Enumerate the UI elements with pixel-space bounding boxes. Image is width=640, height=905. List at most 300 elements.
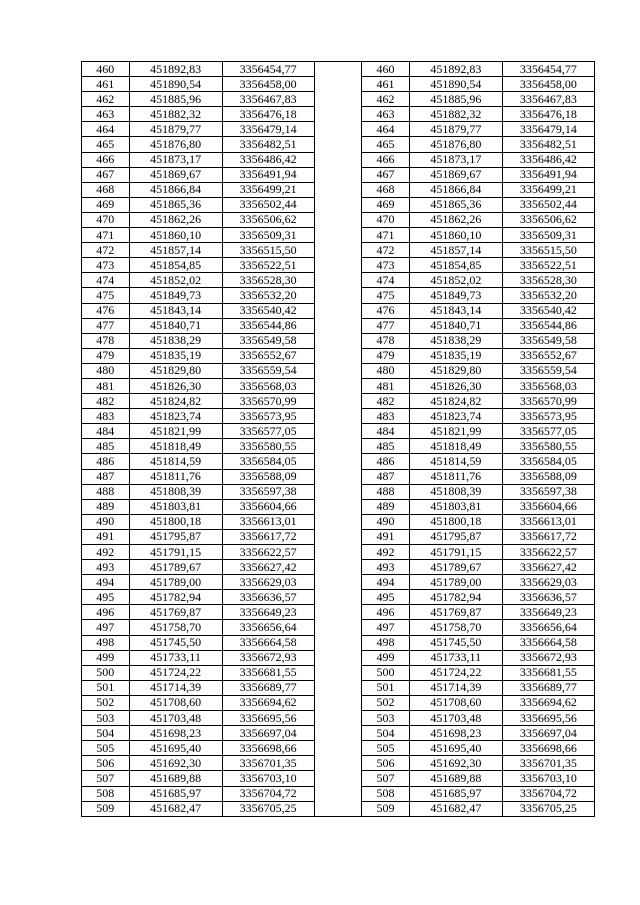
right-x-coordinate-cell: 451865,36 (409, 197, 502, 212)
right-point-number-cell: 466 (362, 152, 410, 167)
left-x-coordinate-cell: 451811,76 (129, 469, 222, 484)
left-y-coordinate-cell: 3356552,67 (222, 348, 314, 363)
table-row (82, 212, 595, 227)
column-gap (314, 529, 362, 544)
table-row (82, 137, 595, 152)
left-point-number-cell: 473 (82, 258, 130, 273)
left-point-number-cell: 487 (82, 469, 130, 484)
column-gap (314, 258, 362, 273)
left-y-coordinate-cell: 3356458,00 (222, 77, 314, 92)
left-point-number-cell: 497 (82, 620, 130, 635)
left-point-number-cell: 508 (82, 786, 130, 801)
left-point-number-cell: 486 (82, 454, 130, 469)
coordinates-table-body (82, 62, 595, 817)
table-row (82, 590, 595, 605)
column-gap (314, 726, 362, 741)
left-point-number-cell: 496 (82, 605, 130, 620)
right-x-coordinate-cell: 451821,99 (409, 424, 502, 439)
right-x-coordinate-cell: 451733,11 (409, 650, 502, 665)
column-gap (314, 741, 362, 756)
left-point-number-cell: 480 (82, 363, 130, 378)
left-x-coordinate-cell: 451826,30 (129, 378, 222, 393)
right-y-coordinate-cell: 3356544,86 (502, 318, 594, 333)
left-y-coordinate-cell: 3356588,09 (222, 469, 314, 484)
right-point-number-cell: 463 (362, 107, 410, 122)
right-point-number-cell: 467 (362, 167, 410, 182)
right-y-coordinate-cell: 3356694,62 (502, 695, 594, 710)
left-y-coordinate-cell: 3356617,72 (222, 529, 314, 544)
right-y-coordinate-cell: 3356499,21 (502, 182, 594, 197)
right-point-number-cell: 478 (362, 333, 410, 348)
left-y-coordinate-cell: 3356703,10 (222, 771, 314, 786)
left-x-coordinate-cell: 451789,00 (129, 575, 222, 590)
column-gap (314, 273, 362, 288)
left-point-number-cell: 483 (82, 409, 130, 424)
left-x-coordinate-cell: 451823,74 (129, 409, 222, 424)
table-row (82, 439, 595, 454)
table-row (82, 333, 595, 348)
table-row (82, 409, 595, 424)
left-point-number-cell: 469 (82, 197, 130, 212)
left-x-coordinate-cell: 451843,14 (129, 303, 222, 318)
left-y-coordinate-cell: 3356454,77 (222, 62, 314, 77)
left-point-number-cell: 481 (82, 378, 130, 393)
left-x-coordinate-cell: 451758,70 (129, 620, 222, 635)
right-point-number-cell: 460 (362, 62, 410, 77)
column-gap (314, 620, 362, 635)
left-point-number-cell: 488 (82, 484, 130, 499)
right-x-coordinate-cell: 451714,39 (409, 680, 502, 695)
left-x-coordinate-cell: 451824,82 (129, 394, 222, 409)
right-y-coordinate-cell: 3356580,55 (502, 439, 594, 454)
right-x-coordinate-cell: 451689,88 (409, 771, 502, 786)
left-x-coordinate-cell: 451698,23 (129, 726, 222, 741)
left-y-coordinate-cell: 3356491,94 (222, 167, 314, 182)
right-y-coordinate-cell: 3356588,09 (502, 469, 594, 484)
right-point-number-cell: 479 (362, 348, 410, 363)
left-x-coordinate-cell: 451724,22 (129, 665, 222, 680)
left-point-number-cell: 462 (82, 92, 130, 107)
left-y-coordinate-cell: 3356580,55 (222, 439, 314, 454)
left-y-coordinate-cell: 3356528,30 (222, 273, 314, 288)
left-y-coordinate-cell: 3356604,66 (222, 499, 314, 514)
right-point-number-cell: 489 (362, 499, 410, 514)
left-x-coordinate-cell: 451860,10 (129, 228, 222, 243)
column-gap (314, 454, 362, 469)
right-x-coordinate-cell: 451879,77 (409, 122, 502, 137)
column-gap (314, 756, 362, 771)
table-row (82, 741, 595, 756)
left-y-coordinate-cell: 3356704,72 (222, 786, 314, 801)
right-x-coordinate-cell: 451695,40 (409, 741, 502, 756)
left-x-coordinate-cell: 451835,19 (129, 348, 222, 363)
right-point-number-cell: 487 (362, 469, 410, 484)
column-gap (314, 107, 362, 122)
column-gap (314, 560, 362, 575)
right-x-coordinate-cell: 451685,97 (409, 786, 502, 801)
right-x-coordinate-cell: 451862,26 (409, 212, 502, 227)
right-x-coordinate-cell: 451791,15 (409, 545, 502, 560)
column-gap (314, 333, 362, 348)
right-y-coordinate-cell: 3356604,66 (502, 499, 594, 514)
table-row (82, 243, 595, 258)
left-x-coordinate-cell: 451818,49 (129, 439, 222, 454)
right-y-coordinate-cell: 3356502,44 (502, 197, 594, 212)
left-x-coordinate-cell: 451708,60 (129, 695, 222, 710)
column-gap (314, 771, 362, 786)
left-y-coordinate-cell: 3356649,23 (222, 605, 314, 620)
right-point-number-cell: 496 (362, 605, 410, 620)
right-x-coordinate-cell: 451824,82 (409, 394, 502, 409)
left-x-coordinate-cell: 451745,50 (129, 635, 222, 650)
table-row (82, 560, 595, 575)
table-row (82, 273, 595, 288)
left-y-coordinate-cell: 3356476,18 (222, 107, 314, 122)
right-y-coordinate-cell: 3356672,93 (502, 650, 594, 665)
column-gap (314, 378, 362, 393)
left-x-coordinate-cell: 451682,47 (129, 801, 222, 816)
table-row (82, 514, 595, 529)
right-x-coordinate-cell: 451866,84 (409, 182, 502, 197)
right-y-coordinate-cell: 3356695,56 (502, 711, 594, 726)
right-x-coordinate-cell: 451803,81 (409, 499, 502, 514)
table-row (82, 77, 595, 92)
right-x-coordinate-cell: 451869,67 (409, 167, 502, 182)
table-row (82, 605, 595, 620)
left-point-number-cell: 494 (82, 575, 130, 590)
column-gap (314, 786, 362, 801)
right-y-coordinate-cell: 3356697,04 (502, 726, 594, 741)
left-y-coordinate-cell: 3356506,62 (222, 212, 314, 227)
column-gap (314, 394, 362, 409)
left-y-coordinate-cell: 3356544,86 (222, 318, 314, 333)
right-x-coordinate-cell: 451849,73 (409, 288, 502, 303)
right-x-coordinate-cell: 451854,85 (409, 258, 502, 273)
right-point-number-cell: 497 (362, 620, 410, 635)
right-x-coordinate-cell: 451782,94 (409, 590, 502, 605)
left-x-coordinate-cell: 451782,94 (129, 590, 222, 605)
right-point-number-cell: 476 (362, 303, 410, 318)
left-y-coordinate-cell: 3356515,50 (222, 243, 314, 258)
right-point-number-cell: 461 (362, 77, 410, 92)
right-point-number-cell: 470 (362, 212, 410, 227)
left-point-number-cell: 498 (82, 635, 130, 650)
left-point-number-cell: 470 (82, 212, 130, 227)
left-x-coordinate-cell: 451849,73 (129, 288, 222, 303)
right-y-coordinate-cell: 3356476,18 (502, 107, 594, 122)
right-x-coordinate-cell: 451795,87 (409, 529, 502, 544)
table-row (82, 92, 595, 107)
column-gap (314, 167, 362, 182)
table-row (82, 499, 595, 514)
left-x-coordinate-cell: 451733,11 (129, 650, 222, 665)
right-point-number-cell: 493 (362, 560, 410, 575)
table-row (82, 469, 595, 484)
table-row (82, 756, 595, 771)
left-point-number-cell: 475 (82, 288, 130, 303)
left-y-coordinate-cell: 3356532,20 (222, 288, 314, 303)
left-point-number-cell: 463 (82, 107, 130, 122)
right-y-coordinate-cell: 3356479,14 (502, 122, 594, 137)
right-x-coordinate-cell: 451892,83 (409, 62, 502, 77)
column-gap (314, 152, 362, 167)
left-x-coordinate-cell: 451852,02 (129, 273, 222, 288)
right-y-coordinate-cell: 3356649,23 (502, 605, 594, 620)
left-y-coordinate-cell: 3356622,57 (222, 545, 314, 560)
column-gap (314, 650, 362, 665)
left-y-coordinate-cell: 3356486,42 (222, 152, 314, 167)
right-x-coordinate-cell: 451826,30 (409, 378, 502, 393)
right-x-coordinate-cell: 451882,32 (409, 107, 502, 122)
left-x-coordinate-cell: 451800,18 (129, 514, 222, 529)
right-y-coordinate-cell: 3356681,55 (502, 665, 594, 680)
table-row (82, 107, 595, 122)
right-y-coordinate-cell: 3356622,57 (502, 545, 594, 560)
right-point-number-cell: 474 (362, 273, 410, 288)
right-y-coordinate-cell: 3356515,50 (502, 243, 594, 258)
left-x-coordinate-cell: 451840,71 (129, 318, 222, 333)
table-row (82, 786, 595, 801)
column-gap (314, 439, 362, 454)
left-point-number-cell: 504 (82, 726, 130, 741)
right-y-coordinate-cell: 3356552,67 (502, 348, 594, 363)
right-y-coordinate-cell: 3356636,57 (502, 590, 594, 605)
column-gap (314, 711, 362, 726)
right-y-coordinate-cell: 3356506,62 (502, 212, 594, 227)
left-point-number-cell: 464 (82, 122, 130, 137)
right-x-coordinate-cell: 451769,87 (409, 605, 502, 620)
right-y-coordinate-cell: 3356629,03 (502, 575, 594, 590)
table-row (82, 303, 595, 318)
left-y-coordinate-cell: 3356694,62 (222, 695, 314, 710)
right-point-number-cell: 490 (362, 514, 410, 529)
right-y-coordinate-cell: 3356584,05 (502, 454, 594, 469)
table-row (82, 182, 595, 197)
left-y-coordinate-cell: 3356689,77 (222, 680, 314, 695)
right-y-coordinate-cell: 3356570,99 (502, 394, 594, 409)
right-y-coordinate-cell: 3356528,30 (502, 273, 594, 288)
left-y-coordinate-cell: 3356482,51 (222, 137, 314, 152)
left-point-number-cell: 492 (82, 545, 130, 560)
right-y-coordinate-cell: 3356559,54 (502, 363, 594, 378)
right-y-coordinate-cell: 3356522,51 (502, 258, 594, 273)
left-point-number-cell: 478 (82, 333, 130, 348)
column-gap (314, 197, 362, 212)
column-gap (314, 348, 362, 363)
left-x-coordinate-cell: 451685,97 (129, 786, 222, 801)
left-point-number-cell: 499 (82, 650, 130, 665)
table-row (82, 228, 595, 243)
left-point-number-cell: 485 (82, 439, 130, 454)
left-y-coordinate-cell: 3356568,03 (222, 378, 314, 393)
left-y-coordinate-cell: 3356577,05 (222, 424, 314, 439)
left-x-coordinate-cell: 451882,32 (129, 107, 222, 122)
right-x-coordinate-cell: 451703,48 (409, 711, 502, 726)
column-gap (314, 635, 362, 650)
right-point-number-cell: 472 (362, 243, 410, 258)
left-point-number-cell: 476 (82, 303, 130, 318)
column-gap (314, 228, 362, 243)
right-point-number-cell: 499 (362, 650, 410, 665)
left-x-coordinate-cell: 451892,83 (129, 62, 222, 77)
right-point-number-cell: 503 (362, 711, 410, 726)
right-x-coordinate-cell: 451890,54 (409, 77, 502, 92)
left-point-number-cell: 507 (82, 771, 130, 786)
right-point-number-cell: 483 (362, 409, 410, 424)
left-point-number-cell: 472 (82, 243, 130, 258)
right-y-coordinate-cell: 3356577,05 (502, 424, 594, 439)
table-row (82, 167, 595, 182)
right-y-coordinate-cell: 3356458,00 (502, 77, 594, 92)
right-x-coordinate-cell: 451745,50 (409, 635, 502, 650)
right-x-coordinate-cell: 451708,60 (409, 695, 502, 710)
left-y-coordinate-cell: 3356502,44 (222, 197, 314, 212)
column-gap (314, 409, 362, 424)
left-y-coordinate-cell: 3356664,58 (222, 635, 314, 650)
right-point-number-cell: 498 (362, 635, 410, 650)
right-x-coordinate-cell: 451823,74 (409, 409, 502, 424)
column-gap (314, 590, 362, 605)
right-y-coordinate-cell: 3356532,20 (502, 288, 594, 303)
table-row (82, 378, 595, 393)
table-row (82, 484, 595, 499)
column-gap (314, 545, 362, 560)
left-x-coordinate-cell: 451808,39 (129, 484, 222, 499)
left-y-coordinate-cell: 3356672,93 (222, 650, 314, 665)
right-point-number-cell: 480 (362, 363, 410, 378)
right-point-number-cell: 485 (362, 439, 410, 454)
right-point-number-cell: 471 (362, 228, 410, 243)
table-row (82, 348, 595, 363)
right-x-coordinate-cell: 451873,17 (409, 152, 502, 167)
table-row (82, 680, 595, 695)
left-point-number-cell: 466 (82, 152, 130, 167)
table-row (82, 575, 595, 590)
right-y-coordinate-cell: 3356704,72 (502, 786, 594, 801)
right-point-number-cell: 491 (362, 529, 410, 544)
left-point-number-cell: 477 (82, 318, 130, 333)
left-y-coordinate-cell: 3356697,04 (222, 726, 314, 741)
right-x-coordinate-cell: 451818,49 (409, 439, 502, 454)
left-x-coordinate-cell: 451821,99 (129, 424, 222, 439)
right-x-coordinate-cell: 451698,23 (409, 726, 502, 741)
right-y-coordinate-cell: 3356486,42 (502, 152, 594, 167)
right-x-coordinate-cell: 451885,96 (409, 92, 502, 107)
table-row (82, 288, 595, 303)
left-y-coordinate-cell: 3356573,95 (222, 409, 314, 424)
left-x-coordinate-cell: 451879,77 (129, 122, 222, 137)
left-point-number-cell: 460 (82, 62, 130, 77)
left-point-number-cell: 506 (82, 756, 130, 771)
right-y-coordinate-cell: 3356703,10 (502, 771, 594, 786)
left-y-coordinate-cell: 3356584,05 (222, 454, 314, 469)
left-y-coordinate-cell: 3356549,58 (222, 333, 314, 348)
left-point-number-cell: 474 (82, 273, 130, 288)
right-x-coordinate-cell: 451724,22 (409, 665, 502, 680)
right-point-number-cell: 502 (362, 695, 410, 710)
table-row (82, 529, 595, 544)
table-row (82, 424, 595, 439)
left-point-number-cell: 500 (82, 665, 130, 680)
table-row (82, 650, 595, 665)
column-gap (314, 182, 362, 197)
right-y-coordinate-cell: 3356491,94 (502, 167, 594, 182)
right-y-coordinate-cell: 3356509,31 (502, 228, 594, 243)
column-gap (314, 469, 362, 484)
column-gap (314, 665, 362, 680)
left-point-number-cell: 509 (82, 801, 130, 816)
right-x-coordinate-cell: 451840,71 (409, 318, 502, 333)
right-x-coordinate-cell: 451789,00 (409, 575, 502, 590)
left-x-coordinate-cell: 451890,54 (129, 77, 222, 92)
table-row (82, 62, 595, 77)
right-x-coordinate-cell: 451814,59 (409, 454, 502, 469)
left-point-number-cell: 471 (82, 228, 130, 243)
right-point-number-cell: 504 (362, 726, 410, 741)
right-x-coordinate-cell: 451843,14 (409, 303, 502, 318)
left-x-coordinate-cell: 451838,29 (129, 333, 222, 348)
left-x-coordinate-cell: 451703,48 (129, 711, 222, 726)
right-y-coordinate-cell: 3356454,77 (502, 62, 594, 77)
right-y-coordinate-cell: 3356705,25 (502, 801, 594, 816)
right-point-number-cell: 464 (362, 122, 410, 137)
left-point-number-cell: 502 (82, 695, 130, 710)
table-row (82, 665, 595, 680)
column-gap (314, 122, 362, 137)
left-x-coordinate-cell: 451866,84 (129, 182, 222, 197)
right-y-coordinate-cell: 3356613,01 (502, 514, 594, 529)
right-point-number-cell: 469 (362, 197, 410, 212)
left-point-number-cell: 468 (82, 182, 130, 197)
left-y-coordinate-cell: 3356629,03 (222, 575, 314, 590)
left-point-number-cell: 491 (82, 529, 130, 544)
left-point-number-cell: 484 (82, 424, 130, 439)
table-row (82, 454, 595, 469)
right-point-number-cell: 484 (362, 424, 410, 439)
right-y-coordinate-cell: 3356568,03 (502, 378, 594, 393)
table-row (82, 122, 595, 137)
right-y-coordinate-cell: 3356573,95 (502, 409, 594, 424)
table-row (82, 197, 595, 212)
left-y-coordinate-cell: 3356570,99 (222, 394, 314, 409)
right-point-number-cell: 509 (362, 801, 410, 816)
left-y-coordinate-cell: 3356681,55 (222, 665, 314, 680)
left-y-coordinate-cell: 3356597,38 (222, 484, 314, 499)
left-x-coordinate-cell: 451791,15 (129, 545, 222, 560)
left-x-coordinate-cell: 451885,96 (129, 92, 222, 107)
right-x-coordinate-cell: 451835,19 (409, 348, 502, 363)
column-gap (314, 363, 362, 378)
left-x-coordinate-cell: 451854,85 (129, 258, 222, 273)
column-gap (314, 801, 362, 816)
table-row (82, 258, 595, 273)
right-y-coordinate-cell: 3356664,58 (502, 635, 594, 650)
left-point-number-cell: 501 (82, 680, 130, 695)
right-point-number-cell: 505 (362, 741, 410, 756)
left-point-number-cell: 461 (82, 77, 130, 92)
right-x-coordinate-cell: 451860,10 (409, 228, 502, 243)
right-point-number-cell: 473 (362, 258, 410, 273)
left-point-number-cell: 495 (82, 590, 130, 605)
right-point-number-cell: 506 (362, 756, 410, 771)
right-x-coordinate-cell: 451800,18 (409, 514, 502, 529)
right-point-number-cell: 481 (362, 378, 410, 393)
column-gap (314, 499, 362, 514)
right-y-coordinate-cell: 3356597,38 (502, 484, 594, 499)
left-point-number-cell: 482 (82, 394, 130, 409)
right-point-number-cell: 500 (362, 665, 410, 680)
right-y-coordinate-cell: 3356482,51 (502, 137, 594, 152)
